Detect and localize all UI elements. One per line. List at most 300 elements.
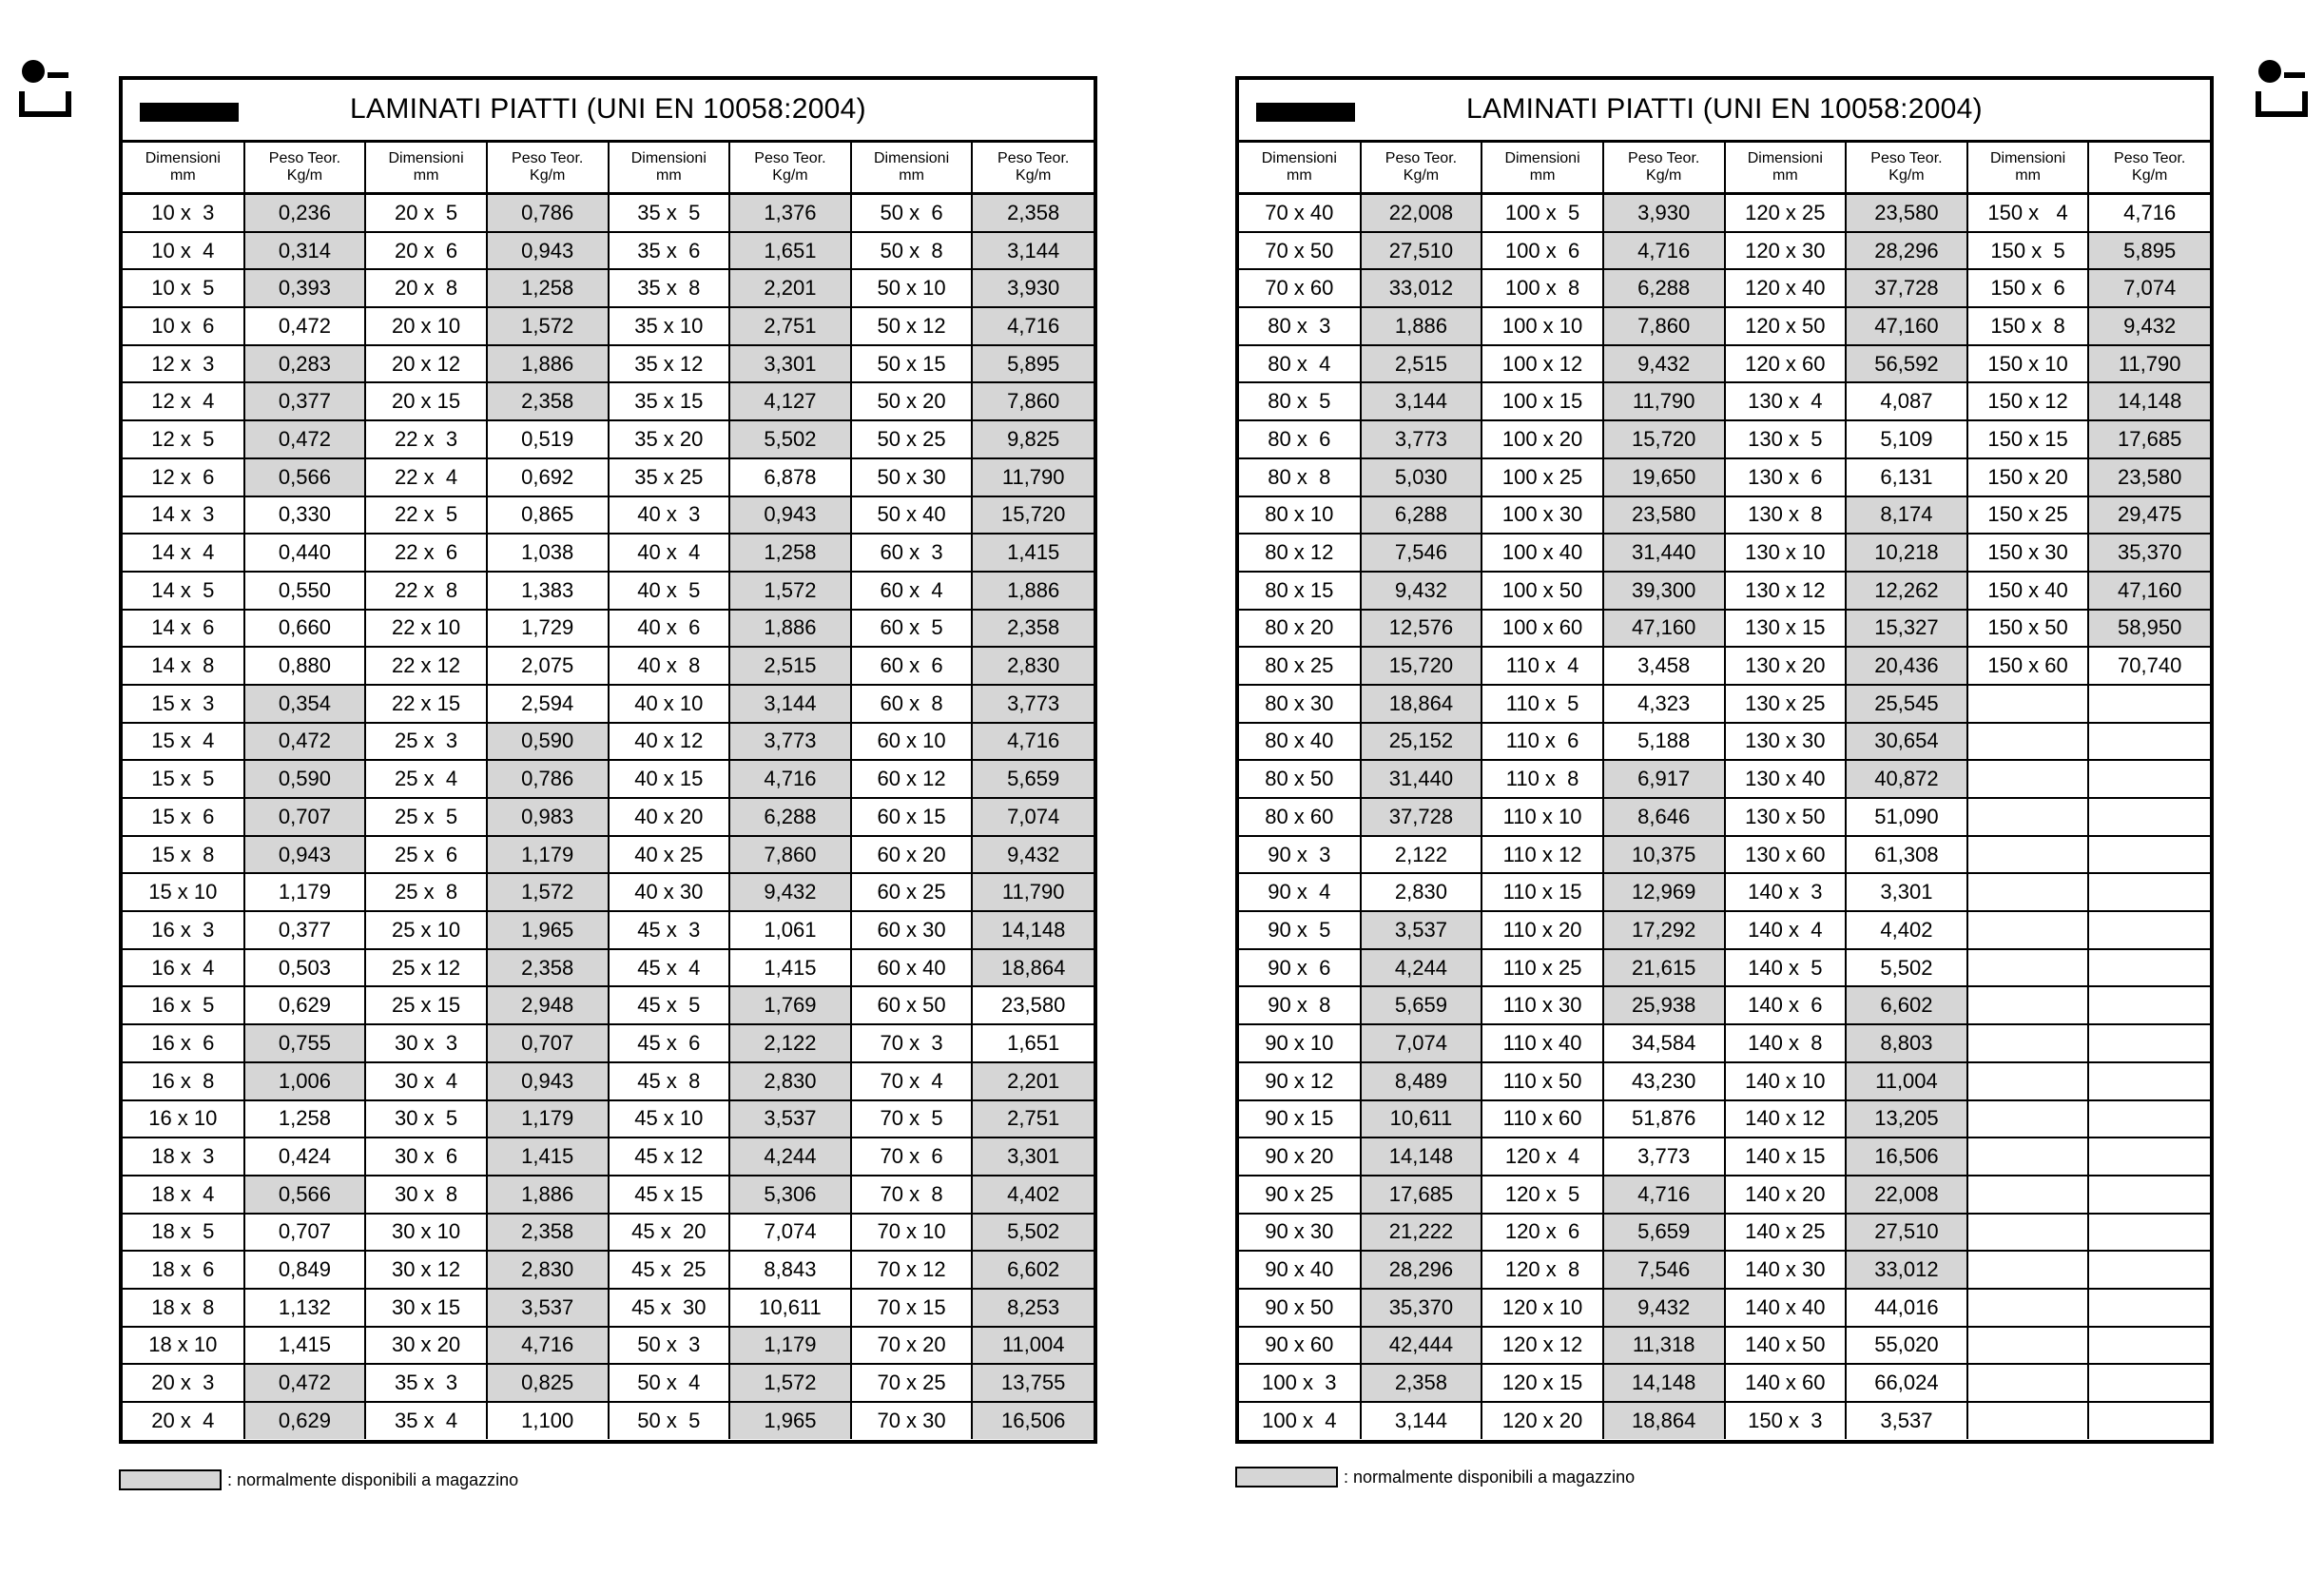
legend <box>119 1469 518 1490</box>
weight-cell: 0,503 <box>244 949 366 987</box>
table-row <box>123 1364 1094 1402</box>
dimension-cell: 110 x 6 <box>1482 723 1603 761</box>
dimension-cell <box>1967 1024 2089 1062</box>
dimension-cell: 40 x 5 <box>609 572 730 610</box>
weight-cell-in-stock: 6,917 <box>1603 760 1725 798</box>
weight-cell-in-stock: 15,720 <box>972 496 1094 535</box>
weight-cell-in-stock: 17,292 <box>1603 911 1725 949</box>
table-row <box>123 1327 1094 1365</box>
weight-cell-in-stock: 0,943 <box>244 836 366 874</box>
weight-cell-in-stock: 2,948 <box>487 986 609 1024</box>
weight-cell <box>2088 986 2210 1024</box>
dimension-cell: 110 x 60 <box>1482 1100 1603 1138</box>
weight-cell-in-stock: 1,965 <box>487 911 609 949</box>
weight-cell: 0,865 <box>487 496 609 535</box>
dimension-cell <box>1967 911 2089 949</box>
table-row <box>1239 798 2210 836</box>
header-line: Peso Teor. <box>2114 150 2186 166</box>
weight-cell-in-stock: 1,179 <box>487 1100 609 1138</box>
weight-cell-in-stock: 0,354 <box>244 685 366 723</box>
dimension-cell: 140 x 40 <box>1725 1289 1847 1327</box>
weight-cell-in-stock: 40,872 <box>1846 760 1967 798</box>
table-row <box>1239 232 2210 270</box>
dimension-cell: 70 x 8 <box>851 1176 973 1214</box>
weight-cell-in-stock: 15,327 <box>1846 610 1967 648</box>
dimension-cell <box>1967 1251 2089 1289</box>
header-line: mm <box>1529 167 1556 184</box>
dimension-cell: 120 x 50 <box>1725 307 1847 345</box>
table-row <box>1239 1024 2210 1062</box>
weight-cell <box>2088 760 2210 798</box>
weight-cell-in-stock: 0,707 <box>244 798 366 836</box>
weight-cell-in-stock: 9,432 <box>1361 572 1482 610</box>
weight-cell: 0,424 <box>244 1138 366 1176</box>
table-row <box>1239 949 2210 987</box>
weight-cell-in-stock: 22,008 <box>1361 194 1482 232</box>
dimension-cell: 130 x 50 <box>1725 798 1847 836</box>
weight-cell: 1,651 <box>972 1024 1094 1062</box>
table-row <box>123 873 1094 911</box>
dimension-cell: 150 x 50 <box>1967 610 2089 648</box>
table-row <box>1239 269 2210 307</box>
dimension-cell: 60 x 12 <box>851 760 973 798</box>
table-row <box>1239 534 2210 572</box>
table-row <box>123 194 1094 232</box>
dimension-cell: 110 x 4 <box>1482 647 1603 685</box>
weight-cell <box>2088 1251 2210 1289</box>
weight-cell-in-stock: 21,615 <box>1603 949 1725 987</box>
header-line: Dimensioni <box>1504 150 1580 166</box>
dimension-cell: 30 x 12 <box>365 1251 487 1289</box>
weight-cell-in-stock: 33,012 <box>1361 269 1482 307</box>
weight-cell-in-stock: 25,152 <box>1361 723 1482 761</box>
dimension-cell: 140 x 10 <box>1725 1062 1847 1100</box>
weight-cell: 0,330 <box>244 496 366 535</box>
table-row <box>123 1289 1094 1327</box>
dimension-cell: 140 x 15 <box>1725 1138 1847 1176</box>
dimension-cell: 50 x 15 <box>851 345 973 383</box>
weight-cell-in-stock: 3,930 <box>1603 194 1725 232</box>
dimension-cell: 16 x 8 <box>123 1062 244 1100</box>
weight-cell: 0,629 <box>244 986 366 1024</box>
dimension-cell: 90 x 50 <box>1239 1289 1361 1327</box>
dimension-cell: 90 x 3 <box>1239 836 1361 874</box>
dimension-cell: 16 x 10 <box>123 1100 244 1138</box>
dimension-cell: 50 x 10 <box>851 269 973 307</box>
weight-cell-in-stock: 11,790 <box>972 873 1094 911</box>
header-line: Peso Teor. <box>268 150 341 166</box>
weight-cell-in-stock: 6,288 <box>1361 496 1482 535</box>
header-line: Kg/m <box>2132 167 2168 184</box>
weight-cell-in-stock: 8,253 <box>972 1289 1094 1327</box>
weight-cell-in-stock: 16,506 <box>1846 1138 1967 1176</box>
dimension-cell: 140 x 3 <box>1725 873 1847 911</box>
weight-cell: 3,773 <box>1603 1138 1725 1176</box>
header-line: Dimensioni <box>1989 150 2066 166</box>
table-row <box>123 345 1094 383</box>
dimension-cell: 150 x 3 <box>1725 1402 1847 1439</box>
header-line: mm <box>2015 167 2041 184</box>
weight-cell-in-stock: 2,358 <box>487 1214 609 1252</box>
dimension-cell: 90 x 5 <box>1239 911 1361 949</box>
weight-cell-in-stock: 2,201 <box>972 1062 1094 1100</box>
weight-cell-in-stock: 5,659 <box>1603 1214 1725 1252</box>
weight-cell-in-stock: 0,786 <box>487 760 609 798</box>
weight-cell: 2,122 <box>1361 836 1482 874</box>
dimension-cell: 90 x 12 <box>1239 1062 1361 1100</box>
dimension-cell: 15 x 10 <box>123 873 244 911</box>
dimension-cell: 100 x 30 <box>1482 496 1603 535</box>
dimension-cell: 70 x 20 <box>851 1327 973 1365</box>
weight-cell <box>2088 1100 2210 1138</box>
dimension-cell: 120 x 60 <box>1725 345 1847 383</box>
weight-cell-in-stock: 14,148 <box>2088 382 2210 420</box>
weight-cell: 2,075 <box>487 647 609 685</box>
dimension-cell: 40 x 10 <box>609 685 730 723</box>
weight-cell: 0,440 <box>244 534 366 572</box>
dimension-cell: 90 x 6 <box>1239 949 1361 987</box>
dimension-cell: 100 x 25 <box>1482 458 1603 496</box>
dimension-cell: 22 x 4 <box>365 458 487 496</box>
weight-cell: 1,729 <box>487 610 609 648</box>
table-row <box>123 232 1094 270</box>
header-line: Kg/m <box>1403 167 1440 184</box>
weight-cell-in-stock: 7,074 <box>1361 1024 1482 1062</box>
table-row <box>123 1062 1094 1100</box>
weight-cell-in-stock: 28,296 <box>1846 232 1967 270</box>
table-row <box>1239 1402 2210 1439</box>
header-line: Dimensioni <box>1747 150 1823 166</box>
weight-cell-in-stock: 2,201 <box>729 269 851 307</box>
table-row <box>1239 685 2210 723</box>
header-weight <box>1603 143 1725 194</box>
weight-cell-in-stock: 7,860 <box>972 382 1094 420</box>
header-line: Kg/m <box>286 167 323 184</box>
dimension-cell: 110 x 30 <box>1482 986 1603 1024</box>
dimension-cell: 100 x 10 <box>1482 307 1603 345</box>
weight-cell <box>2088 1327 2210 1365</box>
weight-cell-in-stock: 3,537 <box>487 1289 609 1327</box>
weight-cell: 2,594 <box>487 685 609 723</box>
weight-cell-in-stock: 3,301 <box>729 345 851 383</box>
weight-cell-in-stock: 1,886 <box>487 345 609 383</box>
weight-cell-in-stock: 1,651 <box>729 232 851 270</box>
weight-cell-in-stock: 1,258 <box>729 534 851 572</box>
dimension-cell: 50 x 40 <box>851 496 973 535</box>
weight-cell-in-stock: 18,864 <box>972 949 1094 987</box>
weight-cell-in-stock: 6,288 <box>729 798 851 836</box>
table-row <box>1239 572 2210 610</box>
header-dimensions <box>1967 143 2089 194</box>
dimension-cell: 120 x 15 <box>1482 1364 1603 1402</box>
dimension-cell: 35 x 6 <box>609 232 730 270</box>
dimension-cell: 15 x 4 <box>123 723 244 761</box>
legend-text: : normalmente disponibili a magazzino <box>227 1469 519 1489</box>
weight-cell: 66,024 <box>1846 1364 1967 1402</box>
table-row <box>123 610 1094 648</box>
weight-cell-in-stock: 14,148 <box>1603 1364 1725 1402</box>
weight-cell-in-stock: 1,572 <box>487 873 609 911</box>
weight-cell: 5,502 <box>1846 949 1967 987</box>
weight-cell: 0,880 <box>244 647 366 685</box>
weight-cell-in-stock: 35,370 <box>2088 534 2210 572</box>
dimension-cell: 16 x 3 <box>123 911 244 949</box>
dimension-cell: 40 x 30 <box>609 873 730 911</box>
weight-cell <box>2088 1289 2210 1327</box>
weight-cell-in-stock: 47,160 <box>1603 610 1725 648</box>
dimension-cell: 30 x 6 <box>365 1138 487 1176</box>
dimension-cell: 45 x 25 <box>609 1251 730 1289</box>
dimension-cell: 22 x 12 <box>365 647 487 685</box>
weight-cell: 1,038 <box>487 534 609 572</box>
weight-cell-in-stock: 0,825 <box>487 1364 609 1402</box>
dimension-cell <box>1967 798 2089 836</box>
table-row <box>123 1100 1094 1138</box>
dimension-cell: 130 x 6 <box>1725 458 1847 496</box>
weight-cell-in-stock: 37,728 <box>1361 798 1482 836</box>
dimension-cell: 80 x 50 <box>1239 760 1361 798</box>
dimension-cell: 110 x 25 <box>1482 949 1603 987</box>
header-dimensions <box>1725 143 1847 194</box>
weight-cell-in-stock: 0,283 <box>244 345 366 383</box>
dimension-cell: 30 x 3 <box>365 1024 487 1062</box>
dimension-cell: 90 x 25 <box>1239 1176 1361 1214</box>
header-weight <box>972 143 1094 194</box>
dimension-cell: 150 x 12 <box>1967 382 2089 420</box>
weight-cell-in-stock: 11,790 <box>1603 382 1725 420</box>
weight-cell-in-stock: 19,650 <box>1603 458 1725 496</box>
table-row <box>1239 1289 2210 1327</box>
header-weight <box>244 143 366 194</box>
dimension-cell: 25 x 12 <box>365 949 487 987</box>
weight-cell-in-stock: 7,074 <box>2088 269 2210 307</box>
dimension-cell: 150 x 6 <box>1967 269 2089 307</box>
weight-cell-in-stock: 4,127 <box>729 382 851 420</box>
weight-cell-in-stock: 18,864 <box>1361 685 1482 723</box>
header-line: mm <box>655 167 682 184</box>
weight-cell-in-stock: 0,755 <box>244 1024 366 1062</box>
table-row <box>1239 836 2210 874</box>
table-row <box>1239 1364 2210 1402</box>
header-line: Peso Teor. <box>1870 150 1943 166</box>
weight-cell <box>2088 1402 2210 1439</box>
header-weight <box>1846 143 1967 194</box>
weight-cell-in-stock: 2,751 <box>729 307 851 345</box>
weight-cell: 6,131 <box>1846 458 1967 496</box>
weight-cell-in-stock: 10,218 <box>1846 534 1967 572</box>
weight-cell-in-stock: 0,590 <box>244 760 366 798</box>
dimension-cell: 22 x 6 <box>365 534 487 572</box>
weight-cell-in-stock: 11,004 <box>1846 1062 1967 1100</box>
dimension-cell: 70 x 3 <box>851 1024 973 1062</box>
dimension-cell: 100 x 60 <box>1482 610 1603 648</box>
dimension-cell: 25 x 15 <box>365 986 487 1024</box>
weight-cell: 44,016 <box>1846 1289 1967 1327</box>
header-dimensions <box>1239 143 1361 194</box>
weight-cell-in-stock: 31,440 <box>1361 760 1482 798</box>
dimension-cell <box>1967 685 2089 723</box>
dimension-cell: 130 x 10 <box>1725 534 1847 572</box>
dimension-cell: 110 x 40 <box>1482 1024 1603 1062</box>
weight-cell-in-stock: 1,886 <box>972 572 1094 610</box>
dimension-cell: 22 x 3 <box>365 420 487 458</box>
weight-cell <box>2088 1364 2210 1402</box>
dimension-cell: 80 x 10 <box>1239 496 1361 535</box>
weight-cell-in-stock: 22,008 <box>1846 1176 1967 1214</box>
dimension-cell: 140 x 5 <box>1725 949 1847 987</box>
dimension-cell: 40 x 6 <box>609 610 730 648</box>
dimension-cell: 30 x 15 <box>365 1289 487 1327</box>
dimension-cell: 130 x 40 <box>1725 760 1847 798</box>
dimension-cell: 45 x 3 <box>609 911 730 949</box>
weight-cell-in-stock: 8,489 <box>1361 1062 1482 1100</box>
weight-cell-in-stock: 14,148 <box>972 911 1094 949</box>
table-row <box>123 911 1094 949</box>
dimension-cell: 140 x 30 <box>1725 1251 1847 1289</box>
dimension-cell <box>1967 836 2089 874</box>
dimension-cell: 110 x 15 <box>1482 873 1603 911</box>
dimension-cell: 150 x 5 <box>1967 232 2089 270</box>
weight-cell-in-stock: 6,288 <box>1603 269 1725 307</box>
weight-cell-in-stock: 0,566 <box>244 458 366 496</box>
dimension-cell: 120 x 10 <box>1482 1289 1603 1327</box>
dimension-cell: 140 x 25 <box>1725 1214 1847 1252</box>
weight-cell: 51,090 <box>1846 798 1967 836</box>
dimension-cell: 18 x 10 <box>123 1327 244 1365</box>
weight-cell-in-stock: 0,393 <box>244 269 366 307</box>
weight-cell-in-stock: 0,566 <box>244 1176 366 1214</box>
dimension-cell: 150 x 20 <box>1967 458 2089 496</box>
table-row <box>1239 345 2210 383</box>
weight-cell-in-stock: 16,506 <box>972 1402 1094 1439</box>
header-weight <box>1361 143 1482 194</box>
weight-cell-in-stock: 9,825 <box>972 420 1094 458</box>
dimension-cell: 50 x 8 <box>851 232 973 270</box>
header-dimensions <box>851 143 973 194</box>
dimension-cell: 100 x 12 <box>1482 345 1603 383</box>
dimension-cell: 40 x 25 <box>609 836 730 874</box>
dimension-cell: 18 x 5 <box>123 1214 244 1252</box>
dimension-cell: 130 x 30 <box>1725 723 1847 761</box>
weight-cell-in-stock: 23,580 <box>1846 194 1967 232</box>
dimension-cell: 130 x 8 <box>1725 496 1847 535</box>
dimension-cell: 70 x 4 <box>851 1062 973 1100</box>
weight-cell-in-stock: 8,646 <box>1603 798 1725 836</box>
dimension-cell: 90 x 40 <box>1239 1251 1361 1289</box>
dimension-cell: 25 x 3 <box>365 723 487 761</box>
table-title-bar <box>123 80 1094 143</box>
weight-cell-in-stock: 17,685 <box>2088 420 2210 458</box>
weight-cell-in-stock: 8,803 <box>1846 1024 1967 1062</box>
dimension-cell: 16 x 4 <box>123 949 244 987</box>
table-row <box>123 572 1094 610</box>
dimension-cell: 20 x 15 <box>365 382 487 420</box>
table-row <box>1239 873 2210 911</box>
table-row <box>1239 1062 2210 1100</box>
table-row <box>1239 723 2210 761</box>
dimension-cell: 110 x 50 <box>1482 1062 1603 1100</box>
weight-cell-in-stock: 4,716 <box>729 760 851 798</box>
weight-cell: 7,074 <box>729 1214 851 1252</box>
dimension-cell: 20 x 12 <box>365 345 487 383</box>
dimension-cell: 140 x 50 <box>1725 1327 1847 1365</box>
dimension-cell: 140 x 8 <box>1725 1024 1847 1062</box>
header-line: Peso Teor. <box>512 150 584 166</box>
dimension-cell: 120 x 5 <box>1482 1176 1603 1214</box>
dimension-cell: 150 x 8 <box>1967 307 2089 345</box>
dimension-cell: 120 x 6 <box>1482 1214 1603 1252</box>
weight-cell <box>2088 685 2210 723</box>
dimension-cell: 14 x 8 <box>123 647 244 685</box>
dimension-cell: 45 x 8 <box>609 1062 730 1100</box>
dimension-cell: 150 x 10 <box>1967 345 2089 383</box>
weight-cell: 0,692 <box>487 458 609 496</box>
header-line: Dimensioni <box>145 150 221 166</box>
table-row <box>1239 760 2210 798</box>
table-row <box>123 496 1094 535</box>
header-line: Peso Teor. <box>1628 150 1700 166</box>
weight-cell-in-stock: 0,983 <box>487 798 609 836</box>
weight-cell <box>2088 798 2210 836</box>
dimension-cell: 40 x 3 <box>609 496 730 535</box>
dimension-cell: 150 x 30 <box>1967 534 2089 572</box>
weight-cell: 1,415 <box>244 1327 366 1365</box>
dimension-cell: 150 x 25 <box>1967 496 2089 535</box>
table-row <box>123 949 1094 987</box>
dimension-cell: 110 x 10 <box>1482 798 1603 836</box>
dimension-cell: 22 x 15 <box>365 685 487 723</box>
weight-cell-in-stock: 21,222 <box>1361 1214 1482 1252</box>
weight-cell-in-stock: 4,716 <box>1603 232 1725 270</box>
dimension-cell: 35 x 5 <box>609 194 730 232</box>
dimension-cell: 45 x 30 <box>609 1289 730 1327</box>
weight-cell <box>2088 873 2210 911</box>
dimension-cell: 45 x 15 <box>609 1176 730 1214</box>
weight-cell-in-stock: 25,545 <box>1846 685 1967 723</box>
weight-cell-in-stock: 3,773 <box>729 723 851 761</box>
dimension-cell: 30 x 10 <box>365 1214 487 1252</box>
weight-cell-in-stock: 18,864 <box>1603 1402 1725 1439</box>
weight-cell: 0,550 <box>244 572 366 610</box>
weight-cell: 34,584 <box>1603 1024 1725 1062</box>
weight-cell-in-stock: 7,546 <box>1361 534 1482 572</box>
weight-cell-in-stock: 42,444 <box>1361 1327 1482 1365</box>
dimension-cell: 70 x 40 <box>1239 194 1361 232</box>
dimension-cell: 18 x 6 <box>123 1251 244 1289</box>
dimension-cell: 20 x 5 <box>365 194 487 232</box>
weight-cell-in-stock: 0,629 <box>244 1402 366 1439</box>
dimension-cell: 100 x 5 <box>1482 194 1603 232</box>
dimension-cell: 60 x 6 <box>851 647 973 685</box>
weight-cell: 43,230 <box>1603 1062 1725 1100</box>
weight-cell-in-stock: 0,236 <box>244 194 366 232</box>
weight-cell-in-stock: 5,895 <box>972 345 1094 383</box>
weight-cell-in-stock: 1,886 <box>1361 307 1482 345</box>
dimension-cell: 35 x 10 <box>609 307 730 345</box>
dimension-cell: 18 x 4 <box>123 1176 244 1214</box>
dimension-cell: 100 x 20 <box>1482 420 1603 458</box>
weight-cell-in-stock: 37,728 <box>1846 269 1967 307</box>
dimension-cell: 90 x 15 <box>1239 1100 1361 1138</box>
weight-cell-in-stock: 2,358 <box>487 949 609 987</box>
header-line: Peso Teor. <box>754 150 826 166</box>
dimension-cell: 80 x 4 <box>1239 345 1361 383</box>
weight-cell: 55,020 <box>1846 1327 1967 1365</box>
weight-cell <box>2088 1062 2210 1100</box>
weight-cell: 3,458 <box>1603 647 1725 685</box>
weight-cell-in-stock: 6,602 <box>972 1251 1094 1289</box>
weight-cell: 10,611 <box>729 1289 851 1327</box>
